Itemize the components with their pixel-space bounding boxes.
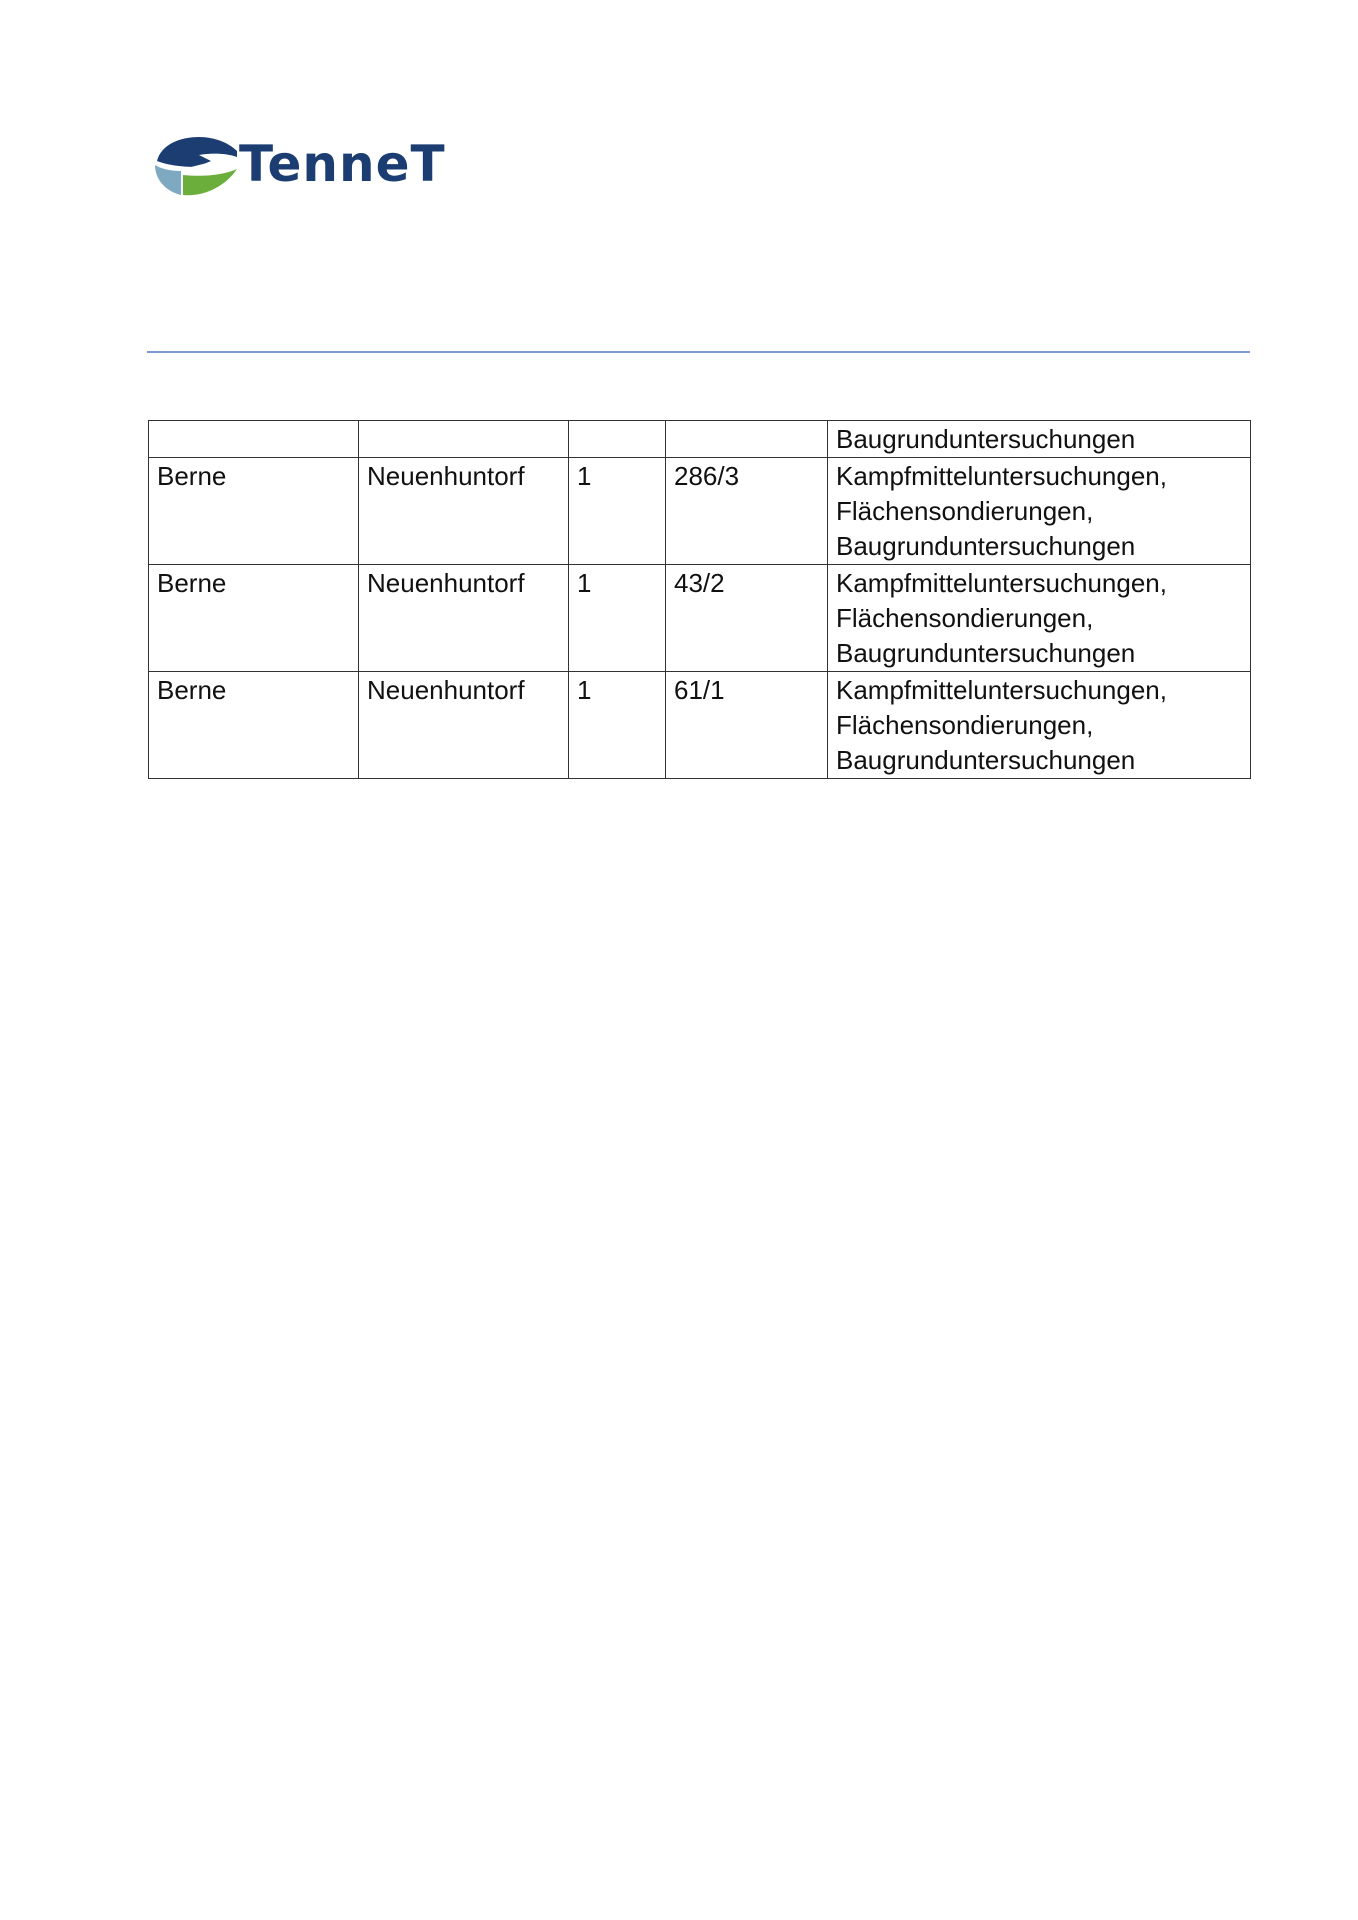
- cell-flurstueck: 286/3: [666, 458, 828, 565]
- logo-green-segment: [183, 169, 237, 195]
- cell-massnahmen: Baugrunduntersuchungen: [828, 421, 1251, 458]
- cell-flur: [569, 421, 666, 458]
- logo-navy-segment: [157, 137, 237, 167]
- tennet-logo: [153, 131, 483, 201]
- cell-gemeinde: Berne: [149, 565, 359, 672]
- table-row: [149, 565, 1251, 672]
- cell-massnahmen: Kampfmitteluntersuchungen, Flächensondierungen, Baugrunduntersuchungen: [828, 565, 1251, 672]
- tennet-logo-mark-icon: [153, 135, 239, 199]
- cell-massnahmen: Kampfmitteluntersuchungen, Flächensondierungen, Baugrunduntersuchungen: [828, 458, 1251, 565]
- table-row: [149, 672, 1251, 779]
- parcel-table: [148, 420, 1251, 779]
- cell-flur: 1: [569, 565, 666, 672]
- table-row: [149, 458, 1251, 565]
- table-row-continuation: [149, 421, 1251, 458]
- logo-teal-segment: [155, 165, 181, 195]
- header-rule: [147, 351, 1250, 353]
- tennet-wordmark: TenneT: [239, 135, 446, 193]
- cell-gemarkung: [359, 421, 569, 458]
- cell-flur: 1: [569, 458, 666, 565]
- cell-gemarkung: Neuenhuntorf: [359, 565, 569, 672]
- cell-flurstueck: 61/1: [666, 672, 828, 779]
- cell-flur: 1: [569, 672, 666, 779]
- cell-gemeinde: Berne: [149, 458, 359, 565]
- cell-flurstueck: [666, 421, 828, 458]
- cell-flurstueck: 43/2: [666, 565, 828, 672]
- cell-gemarkung: Neuenhuntorf: [359, 458, 569, 565]
- cell-massnahmen: Kampfmitteluntersuchungen, Flächensondierungen, Baugrunduntersuchungen: [828, 672, 1251, 779]
- cell-gemeinde: [149, 421, 359, 458]
- cell-gemeinde: Berne: [149, 672, 359, 779]
- cell-gemarkung: Neuenhuntorf: [359, 672, 569, 779]
